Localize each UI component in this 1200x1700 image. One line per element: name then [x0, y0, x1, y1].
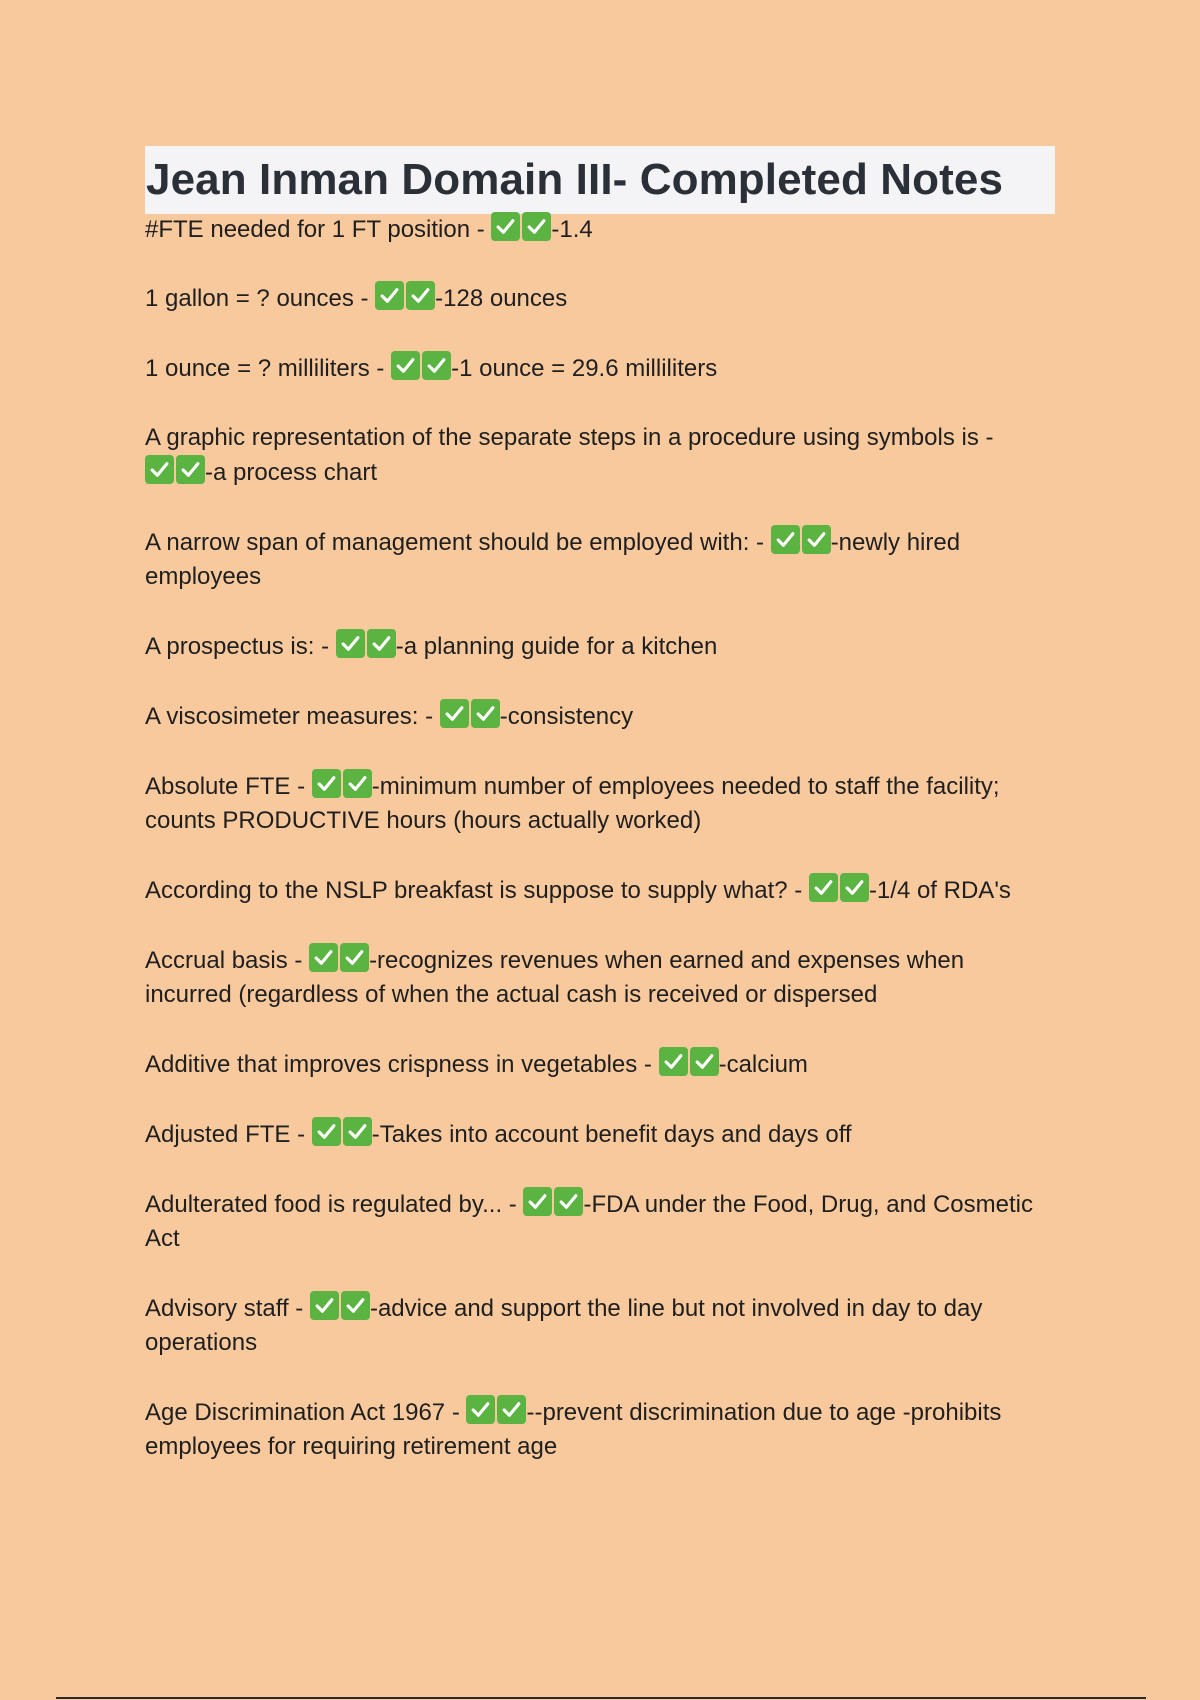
- check-mark-icon: [522, 212, 551, 241]
- document-title: Jean Inman Domain III- Completed Notes: [146, 155, 1004, 204]
- check-mark-icon: [690, 1047, 719, 1076]
- check-mark-pair: [523, 1187, 583, 1216]
- note-question: 1 gallon = ? ounces -: [145, 285, 376, 312]
- note-answer: -128 ounces: [435, 285, 568, 312]
- check-mark-pair: [312, 769, 372, 798]
- note-answer: -recognizes revenues when earned and expenses when incurred (regardless of when the actual cash is received or dispersed: [145, 947, 965, 1008]
- note-question: According to the NSLP breakfast is suppose to supply what? -: [145, 877, 809, 904]
- note-answer: -minimum number of employees needed to staff the facility; counts PRODUCTIVE hours (hours actually worked): [145, 773, 1000, 834]
- note-item: [145, 1117, 1045, 1152]
- note-question: #FTE needed for 1 FT position -: [145, 216, 492, 243]
- check-mark-icon: [312, 769, 341, 798]
- check-mark-icon: [471, 699, 500, 728]
- check-mark-icon: [309, 943, 338, 972]
- note-item: [145, 525, 1045, 594]
- note-question: A narrow span of management should be employed with: -: [145, 529, 771, 556]
- check-mark-pair: [491, 212, 551, 241]
- check-mark-icon: [659, 1047, 688, 1076]
- check-mark-pair: [310, 1291, 370, 1320]
- note-answer: -a planning guide for a kitchen: [395, 633, 718, 660]
- note-item: [145, 351, 1045, 386]
- note-item: [145, 281, 1045, 316]
- note-item: [145, 629, 1045, 664]
- note-answer: -1.4: [551, 216, 593, 243]
- note-answer: -calcium: [718, 1051, 808, 1078]
- note-answer: -newly hired employees: [145, 529, 961, 590]
- note-item: [145, 421, 1045, 490]
- note-question: A graphic representation of the separate steps in a procedure using symbols is -: [145, 424, 994, 451]
- note-question: Accrual basis -: [145, 947, 310, 974]
- note-answer: -1/4 of RDA's: [868, 877, 1011, 904]
- check-mark-pair: [659, 1047, 719, 1076]
- note-question: Additive that improves crispness in vegetables -: [145, 1051, 659, 1078]
- check-mark-pair: [771, 525, 831, 554]
- note-question: A viscosimeter measures: -: [145, 703, 440, 730]
- check-mark-icon: [343, 1117, 372, 1146]
- note-item: [145, 1187, 1045, 1256]
- check-mark-icon: [497, 1395, 526, 1424]
- check-mark-icon: [802, 525, 831, 554]
- note-item: [145, 943, 1045, 1012]
- note-question: Adjusted FTE -: [145, 1121, 312, 1148]
- note-item: [145, 873, 1045, 908]
- check-mark-icon: [771, 525, 800, 554]
- check-mark-icon: [145, 455, 174, 484]
- note-question: Age Discrimination Act 1967 -: [145, 1399, 467, 1426]
- check-mark-icon: [375, 281, 404, 310]
- check-mark-icon: [341, 1291, 370, 1320]
- check-mark-icon: [840, 873, 869, 902]
- check-mark-icon: [310, 1291, 339, 1320]
- note-question: Advisory staff -: [145, 1295, 310, 1322]
- check-mark-icon: [367, 629, 396, 658]
- check-mark-icon: [523, 1187, 552, 1216]
- note-question: Absolute FTE -: [145, 773, 312, 800]
- note-answer: --prevent discrimination due to age -prohibits employees for requiring retirement age: [145, 1399, 1002, 1460]
- note-item: [145, 212, 1045, 247]
- check-mark-pair: [312, 1117, 372, 1146]
- note-answer: -1 ounce = 29.6 milliliters: [451, 355, 718, 382]
- check-mark-icon: [422, 351, 451, 380]
- note-answer: -consistency: [499, 703, 634, 730]
- check-mark-icon: [312, 1117, 341, 1146]
- note-answer: -advice and support the line but not involved in day to day operations: [145, 1295, 983, 1356]
- check-mark-icon: [176, 455, 205, 484]
- note-item: [145, 1395, 1045, 1464]
- note-item: [145, 699, 1045, 734]
- check-mark-icon: [343, 769, 372, 798]
- check-mark-pair: [391, 351, 451, 380]
- note-answer: -FDA under the Food, Drug, and Cosmetic Act: [145, 1191, 1033, 1252]
- check-mark-pair: [809, 873, 869, 902]
- check-mark-icon: [491, 212, 520, 241]
- check-mark-icon: [554, 1187, 583, 1216]
- note-item: [145, 769, 1045, 838]
- notes-list: [145, 212, 1045, 1499]
- check-mark-pair: [375, 281, 435, 310]
- check-mark-icon: [440, 699, 469, 728]
- check-mark-pair: [466, 1395, 526, 1424]
- check-mark-icon: [391, 351, 420, 380]
- check-mark-pair: [440, 699, 500, 728]
- check-mark-icon: [809, 873, 838, 902]
- note-answer: -a process chart: [205, 459, 378, 486]
- title-highlight: [145, 146, 1055, 214]
- note-question: Adulterated food is regulated by... -: [145, 1191, 524, 1218]
- check-mark-pair: [145, 455, 205, 484]
- check-mark-pair: [309, 943, 369, 972]
- note-question: A prospectus is: -: [145, 633, 336, 660]
- check-mark-pair: [336, 629, 396, 658]
- note-question: 1 ounce = ? milliliters -: [145, 355, 392, 382]
- note-item: [145, 1047, 1045, 1082]
- check-mark-icon: [466, 1395, 495, 1424]
- note-item: [145, 1291, 1045, 1360]
- check-mark-icon: [336, 629, 365, 658]
- bottom-divider: [56, 1697, 1146, 1699]
- check-mark-icon: [340, 943, 369, 972]
- check-mark-icon: [406, 281, 435, 310]
- note-answer: -Takes into account benefit days and days off: [371, 1121, 852, 1148]
